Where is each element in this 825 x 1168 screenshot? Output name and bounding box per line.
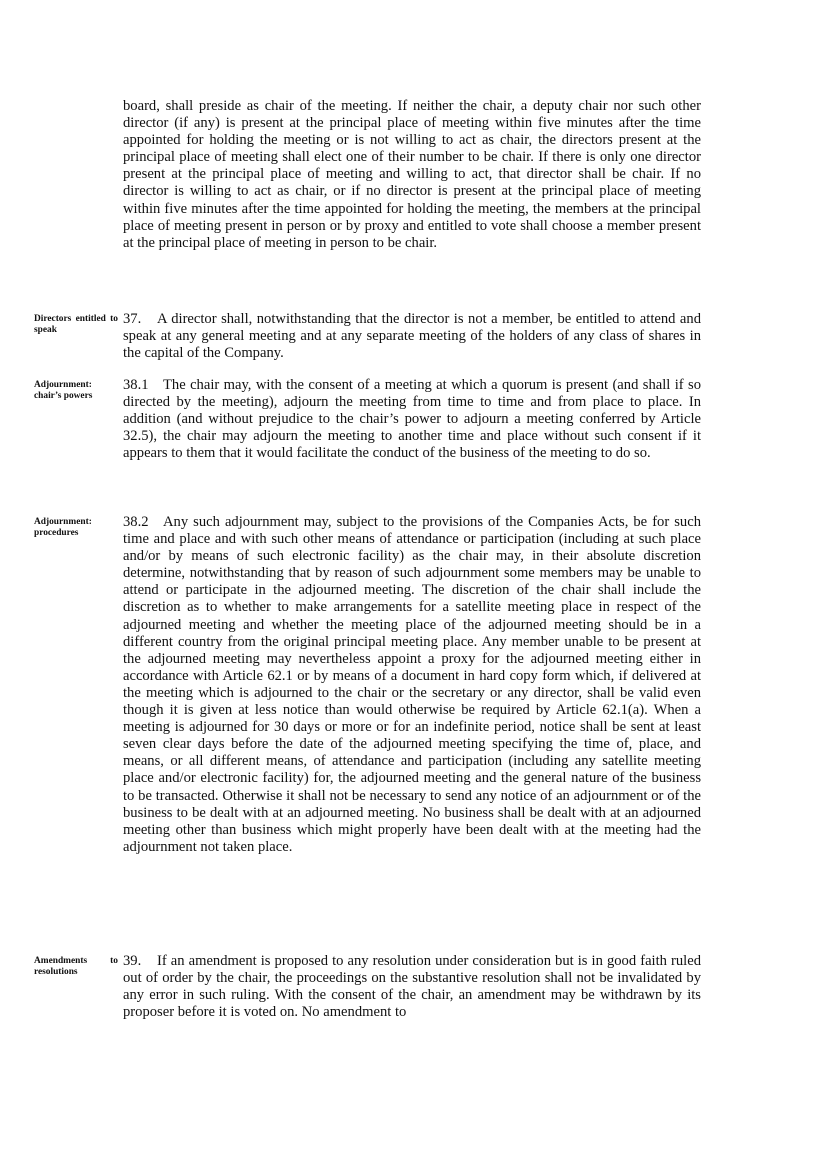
article-38-2 — [123, 514, 701, 856]
article-38-1 — [123, 377, 701, 462]
article-38-2-number: 38.2 — [123, 514, 149, 530]
side-heading-directors-entitled-to-speak: Directors entitled to speak — [34, 314, 118, 336]
article-38-2-text: Any such adjournment may, subject to the provisions of the Companies Acts, be for such time and place and with such other means of attendance or participation (including at such place and/or by means of such electronic facility) as the chair may, in their absolute discretion determine, notwithstanding that by reason of such adjournment some members may be unable to attend or participate in the adjourned meeting. The discretion of the chair shall include the discretion as to whether to make arrangements for a satellite meeting place in respect of the adjourned meeting and whether the meeting place of the adjourned meeting should be in a different country from the original principal meeting place. Any member unable to be present at the adjourned meeting may nevertheless appoint a proxy for the adjourned meeting either in accordance with Article 62.1 or by means of a document in hard copy form which, if delivered at the meeting which is adjourned to the chair or the secretary or any director, shall be valid even though it is given at less notice than would otherwise be required by Article 62.1(a). When a meeting is adjourned for 30 days or more or for an indefinite period, notice shall be sent at least seven clear days before the date of the adjourned meeting specifying the time of, place, and means, or all different means, of attendance and participation (including any satellite meeting place and/or electronic facility) for, the adjourned meeting and the general nature of the business to be transacted. Otherwise it shall not be necessary to send any notice of an adjournment or of the business to be dealt with at an adjourned meeting. No business shall be dealt with at an adjourned meeting other than business which might properly have been dealt with at the meeting had the adjournment not taken place. — [123, 514, 701, 855]
article-37 — [123, 311, 701, 362]
article-39-text: If an amendment is proposed to any resolution under consideration but is in good faith ruled out of order by the chair, the proceedings on the substantive resolution shall not be invalidated by any error in such ruling. With the consent of the chair, an amendment may be withdrawn by its proposer before it is voted on. No amendment to — [123, 953, 701, 1021]
side-heading-amendments-to-resolutions: Amendments to resolutions — [34, 956, 118, 978]
article-39-number: 39. — [123, 953, 142, 969]
article-37-text: A director shall, notwithstanding that the director is not a member, be entitled to attend and speak at any general meeting and at any separate meeting of the holders of any class of shares in the capital of the Company. — [123, 311, 701, 362]
continuation-text: board, shall preside as chair of the meeting. If neither the chair, a deputy chair nor such other director (if any) is present at the principal place of meeting within five minutes after the time appointed for holding the meeting or is not willing to act as chair, the directors present at the principal place of meeting shall elect one of their number to be chair. If there is only one director present at the principal place of meeting and willing to act, that director shall be chair. If no director is willing to act as chair, or if no director is present at the principal place of meeting within five minutes after the time appointed for holding the meeting, the members at the principal place of meeting present in person or by proxy and entitled to vote shall choose a member present at the principal place of meeting in person to be chair. — [123, 98, 701, 251]
continuation-paragraph — [123, 98, 701, 252]
article-37-number: 37. — [123, 311, 142, 327]
side-heading-adjournment-chairs-powers: Adjournment: chair’s powers — [34, 380, 93, 402]
article-38-1-text: The chair may, with the consent of a meeting at which a quorum is present (and shall if so directed by the meeting), adjourn the meeting from time to time and from place to place. In addition (and without prejudice to the chair’s power to adjourn a meeting conferred by Article 32.5), the chair may adjourn the meeting to another time and place without such consent if it appears to them that it would facilitate the conduct of the business of the meeting to do so. — [123, 377, 701, 462]
article-39 — [123, 953, 701, 1021]
article-38-1-number: 38.1 — [123, 377, 149, 393]
side-heading-adjournment-procedures: Adjournment: procedures — [34, 517, 92, 539]
